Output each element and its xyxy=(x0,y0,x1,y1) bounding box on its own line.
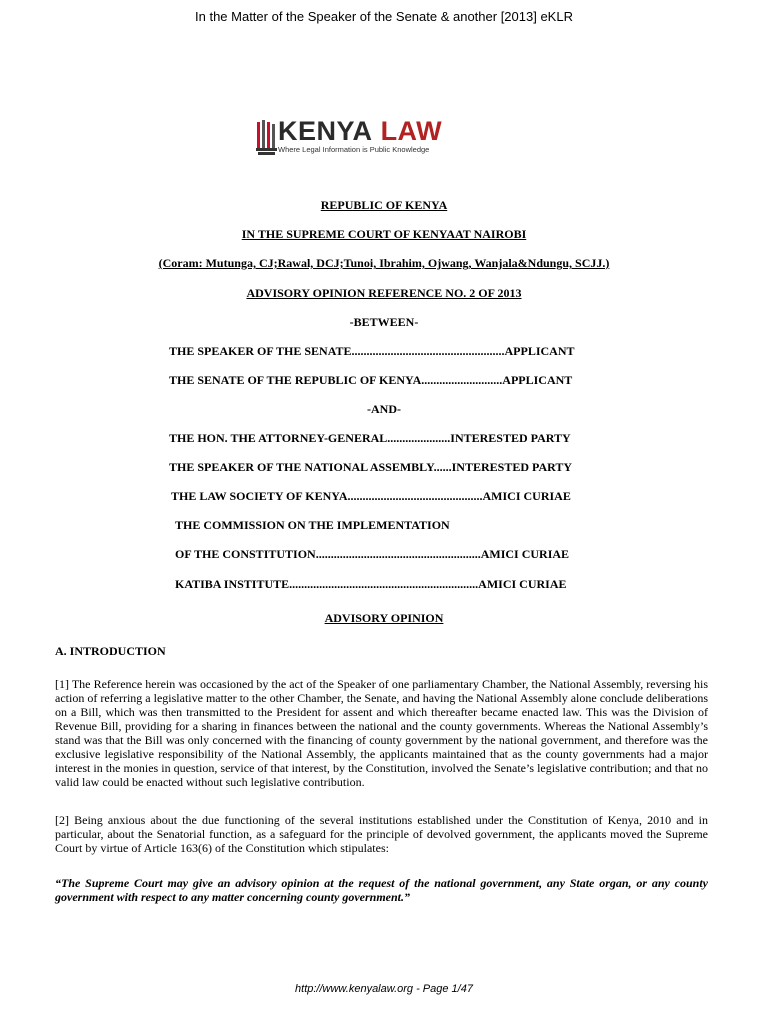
constitution-quote: “The Supreme Court may give an advisory opinion at the request of the national government, any State organ, or any county government with respect to any matter concerning county government.” xyxy=(55,876,708,904)
kenya-law-logo xyxy=(256,118,466,158)
logo-law: LAW xyxy=(380,116,443,146)
party-line: OF THE CONSTITUTION.......................................................AMICI CURIAE xyxy=(175,547,570,561)
paragraph-1: [1] The Reference herein was occasioned by the act of the Speaker of one parliamentary Chamber, the National Assembly, reversing his action of referring a legislative matter to the other Chamber, the Senate, and having the National Assembly alone conclude deliberations on a Bill, which was then transmitted to the President for assent and which thereafter became enacted law. This was the Division of Revenue Bill, providing for a sharing in finances between the national and the county governments. Whereas the National Assembly’s stand was that the Bill was only concerned with the financing of county government by the national government, and therefore was the exclusive legislative responsibility of the National Assembly, the applicants maintained that as the county governments had a major interest in the monies in question, service of that interest, by the Constitution, involved the Senate’s legislative contribution; and that no valid law could be enacted without such legislative contribution. xyxy=(55,677,708,789)
page-header: In the Matter of the Speaker of the Senate & another [2013] eKLR xyxy=(195,9,573,24)
paragraph-2: [2] Being anxious about the due functioning of the several institutions established under the Constitution of Kenya, 2010 and in particular, about the Senatorial function, as a safeguard for the principle of devolved government, the applicants moved the Supreme Court by virtue of Article 163(6) of the Constitution which stipulates: xyxy=(55,813,708,855)
between-line: -BETWEEN- xyxy=(349,315,419,329)
reference-line: ADVISORY OPINION REFERENCE NO. 2 OF 2013 xyxy=(246,286,522,300)
party-line: THE COMMISSION ON THE IMPLEMENTATION xyxy=(175,518,450,532)
section-heading: A. INTRODUCTION xyxy=(55,644,166,658)
party-line: THE LAW SOCIETY OF KENYA.............................................AMICI CURIAE xyxy=(171,489,571,503)
coram-line: (Coram: Mutunga, CJ;Rawal, DCJ;Tunoi, Ibrahim, Ojwang, Wanjala&Ndungu, SCJJ.) xyxy=(158,256,610,270)
page-footer: http://www.kenyalaw.org - Page 1/47 xyxy=(295,983,473,995)
court-heading: IN THE SUPREME COURT OF KENYAAT NAIROBI xyxy=(241,227,527,241)
pillars-icon xyxy=(256,118,278,156)
party-line: THE SPEAKER OF THE SENATE...................................................APPLICANT xyxy=(169,344,575,358)
logo-tagline: Where Legal Information is Public Knowledge xyxy=(278,145,430,154)
party-line: THE SPEAKER OF THE NATIONAL ASSEMBLY......INTERESTED PARTY xyxy=(169,460,573,474)
and-line: -AND- xyxy=(367,402,401,416)
party-line: KATIBA INSTITUTE...............................................................AMICI CURIAE xyxy=(175,577,567,591)
logo-kenya: KENYA xyxy=(278,116,373,146)
party-line: THE HON. THE ATTORNEY-GENERAL.....................INTERESTED PARTY xyxy=(169,431,571,445)
opinion-title: ADVISORY OPINION xyxy=(324,611,444,625)
logo-wordmark xyxy=(278,116,442,147)
republic-heading: REPUBLIC OF KENYA xyxy=(320,198,448,212)
party-line: THE SENATE OF THE REPUBLIC OF KENYA...........................APPLICANT xyxy=(169,373,573,387)
